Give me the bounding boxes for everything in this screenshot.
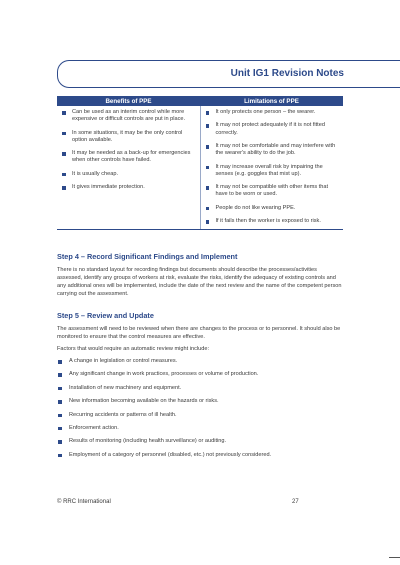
limitations-cell bbox=[200, 106, 343, 230]
bullet-icon bbox=[206, 186, 210, 190]
limitations-header: Limitations of PPE bbox=[200, 96, 343, 106]
factor-text: Installation of new machinery and equipment. bbox=[69, 384, 182, 391]
benefits-header: Benefits of PPE bbox=[57, 96, 200, 106]
factor-text: New information becoming available on the hazards or risks. bbox=[69, 398, 219, 405]
bullet-icon bbox=[58, 400, 62, 404]
bullet-icon bbox=[58, 414, 62, 418]
bullet-icon bbox=[206, 124, 210, 128]
bullet-icon bbox=[58, 360, 62, 364]
ppe-table bbox=[57, 96, 343, 230]
list-item bbox=[57, 425, 343, 438]
limitation-text: It only protects one person – the wearer. bbox=[215, 109, 316, 115]
list-item bbox=[57, 385, 343, 398]
limitation-text: If it fails then the worker is exposed to risk. bbox=[215, 218, 321, 225]
limitations-list bbox=[203, 109, 341, 225]
factor-text: Enforcement action. bbox=[69, 424, 119, 431]
bullet-icon bbox=[58, 387, 62, 391]
review-factors-list bbox=[57, 358, 343, 465]
ppe-table-row bbox=[57, 106, 343, 230]
list-item bbox=[203, 143, 341, 157]
list-item bbox=[59, 130, 197, 144]
step5-heading: Step 5 – Review and Update bbox=[57, 311, 154, 320]
list-item bbox=[59, 184, 197, 191]
list-item bbox=[57, 452, 343, 465]
bullet-icon bbox=[62, 111, 66, 115]
limitation-text: People do not like wearing PPE. bbox=[215, 204, 296, 211]
limitation-text: It may not protect adequately if it is not fitted correctly. bbox=[215, 122, 325, 136]
factor-text: Results of monitoring (including health surveillance) or auditing. bbox=[69, 438, 227, 445]
review-factors-intro: Factors that would require an automatic review might include: bbox=[57, 346, 210, 352]
header-frame bbox=[57, 60, 400, 88]
footer-copyright: © RRC International bbox=[57, 499, 111, 505]
step5-body: The assessment will need to be reviewed when there are changes to the process or to personnel. It should also be monitored to ensure that the control measures are effective. bbox=[57, 326, 341, 340]
limitation-text: It may not be compatible with other items that have to be worn or used. bbox=[215, 184, 329, 198]
list-item bbox=[203, 109, 341, 116]
bullet-icon bbox=[206, 111, 210, 115]
limitation-text: It may increase overall risk by impairing the senses (e.g. goggles that mist up). bbox=[215, 163, 323, 177]
bullet-icon bbox=[62, 152, 66, 156]
factor-text: A change in legislation or control measures. bbox=[69, 358, 178, 364]
list-item bbox=[57, 358, 343, 371]
list-item bbox=[59, 171, 197, 178]
benefits-list bbox=[59, 109, 197, 191]
benefit-text: It is usually cheap. bbox=[72, 170, 119, 177]
list-item bbox=[203, 218, 341, 225]
benefit-text: In some situations, it may be the only control option available. bbox=[72, 129, 183, 143]
corner-divider bbox=[389, 557, 400, 558]
bullet-icon bbox=[58, 454, 62, 458]
list-item bbox=[57, 398, 343, 411]
list-item bbox=[203, 184, 341, 198]
step4-heading: Step 4 – Record Significant Findings and Implement bbox=[57, 252, 238, 261]
page-number: 27 bbox=[292, 499, 299, 505]
bullet-icon bbox=[206, 166, 210, 170]
benefit-text: Can be used as an interim control while more expensive or difficult controls are put in place. bbox=[72, 109, 186, 123]
bullet-icon bbox=[58, 373, 62, 377]
list-item bbox=[59, 109, 197, 123]
factor-text: Recurring accidents or patterns of ill health. bbox=[69, 411, 177, 418]
benefits-cell bbox=[57, 106, 200, 230]
list-item bbox=[203, 122, 341, 136]
benefit-text: It may be needed as a back-up for emergencies when other controls have failed. bbox=[72, 150, 191, 164]
step4-body: There is no standard layout for recording findings but documents should describe the processes/activities assessed, identify any groups of workers at risk, evaluate the risks, identify the adequacy of existing controls and any additional ones will be implemented, include the date of the next review and the name of the competent person carrying out the assessment. bbox=[57, 267, 342, 297]
list-item bbox=[203, 205, 341, 212]
list-item bbox=[57, 438, 343, 451]
list-item bbox=[57, 412, 343, 425]
bullet-icon bbox=[206, 207, 210, 211]
ppe-table-header-row bbox=[57, 96, 343, 106]
list-item bbox=[59, 150, 197, 164]
bullet-icon bbox=[58, 440, 62, 444]
bullet-icon bbox=[206, 145, 210, 149]
limitation-text: It may not be comfortable and may interfere with the wearer's ability to do the job. bbox=[215, 143, 336, 157]
bullet-icon bbox=[206, 220, 210, 224]
list-item bbox=[57, 371, 343, 384]
bullet-icon bbox=[62, 132, 66, 136]
bullet-icon bbox=[58, 427, 62, 431]
page-header-title: Unit IG1 Revision Notes bbox=[230, 68, 344, 79]
factor-text: Employment of a category of personnel (disabled, etc.) not previously considered. bbox=[69, 451, 272, 458]
list-item bbox=[203, 164, 341, 178]
benefit-text: It gives immediate protection. bbox=[72, 184, 145, 191]
factor-text: Any significant change in work practices, processes or volume of production. bbox=[69, 371, 259, 378]
bullet-icon bbox=[62, 173, 66, 177]
bullet-icon bbox=[62, 186, 66, 190]
